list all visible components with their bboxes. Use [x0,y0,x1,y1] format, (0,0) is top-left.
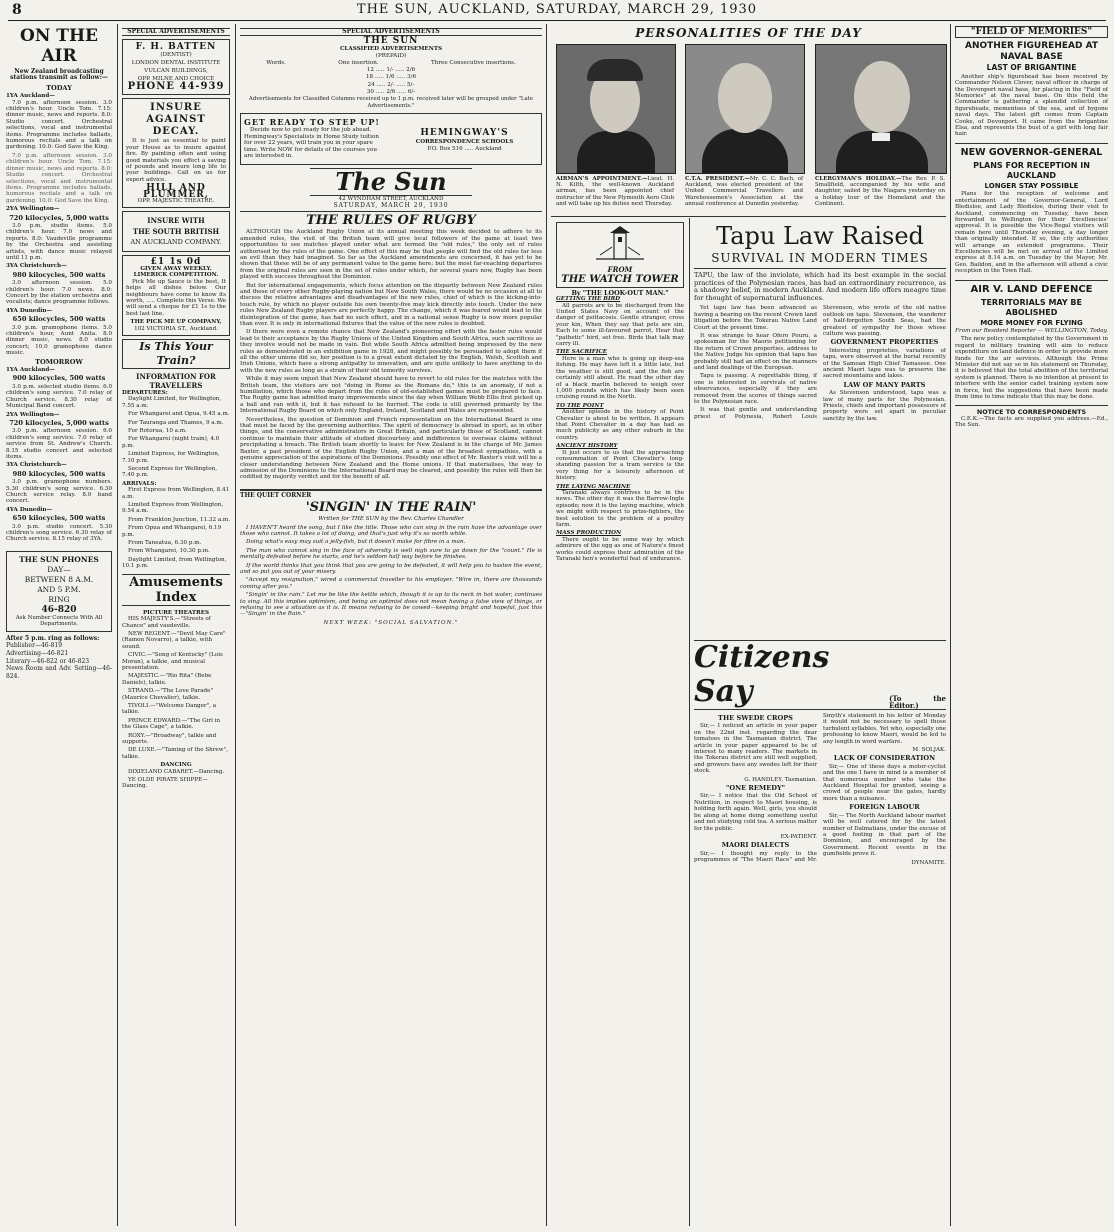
south-british-ad [122,211,230,252]
quiet-corner-title: 'SINGIN' IN THE RAIN' [305,500,477,516]
on-the-air-title: ON THE AIR [20,26,98,66]
dancing-item: YE OLDE PIRATE SHIPPE—Dancing. [122,777,208,790]
classified-rate-row: 12 ..... 1/- ..... 2/6 [366,67,416,74]
letter-text: Sir,— I thought my reply to the programmes of "The Maori Race" and Mr. Smyth's statement in his letter of Monday it would not be necessary to spell those turbulent syllables. Yet who, especially one professing to know Maori, would be led to any length in word warfare. [694,713,946,864]
watch-tower-column [556,222,684,1222]
tapu-article [694,222,946,634]
sun-masthead [240,168,542,212]
classified-note: Advertisements for Classified Columns received up to 1 p.m. received later will be grouped under "Late Advertisements." [248,96,534,110]
theatre-item: HIS MAJESTY'S.—"Streets of Chance" and vaudeville. [122,616,211,629]
letter-head: "ONE REMEDY" [725,784,786,793]
batten-line: LONDON DENTAL INSTITUTE [131,60,221,67]
hemingway-head: GET READY TO STEP UP! [244,117,380,128]
caption-text: Mr. C. C. Bach, of Auckland, was elected president of the United Commercial Travellers and Warehousemen's Association at the annual conference at Dunedin yesterday. [685,176,803,207]
watch-tower-byline: By "THE LOOK-OUT MAN." [571,288,669,297]
departure-item: For Tauranga and Thames, 9 a.m. [128,419,224,426]
arrival-item: First Express from Wellington, 8.41 a.m. [122,487,230,500]
after-hours-line: Literary—46-822 or 46-823 [6,657,90,665]
letter-sign: DYNAMITE. [911,859,946,866]
station-name: 1YA Auckland— [6,93,55,100]
station-entry [6,308,112,357]
caption-lead: CLERGYMAN'S HOLIDAY.— [815,176,902,182]
classified-one-label: One insertion. [338,60,379,67]
station-name: 3YA Christchurch— [6,263,67,270]
figurehead-text: Another ship's figurehead has been received by Commander Nelson Clover, naval officer in charge of the Devonport naval base, for placing in the "Field of Memories" at the naval base. On this field the Commander is gathering a splendid collection of figureheads, mementoes of the sea, and of bygone naval days. The latest gift comes from Captain Cooke, of Devonport. It came from the brigantine Elsa, and represents the bust of a girl with long fair hair. [955,73,1108,138]
photo-airman [556,44,676,174]
arrival-item: Limited Express from Wellington, 9.54 a.m. [122,502,224,515]
insure-text: It is just as essential to paint your House as to insure against fire. By painting often and using good materials you effect a saving of pounds and insure long life to your buildings. Call on us for expert advice. [126,138,226,183]
competition-sub: GIVEN AWAY WEEKLY. LIMERICK COMPETITION. [133,265,219,279]
departure-item: For Whangarei and Opua, 9.45 a.m. [128,411,230,418]
after-hours-line: Advertising—46-821 [6,650,69,657]
travellers-info-heading: INFORMATION FOR TRAVELLERS [136,371,216,390]
rugby-article [240,229,542,482]
theatre-item: PRINCE EDWARD.—"The Girl in the Glass Cage", a talkie. [122,717,221,731]
south-british-label: AN AUCKLAND COMPANY. [130,238,222,247]
today-stations [6,93,112,356]
quiet-corner-byline: Written for THE SUN by the Rev. Charles Chandler [318,516,464,523]
station-schedule: 3.0 p.m. selected studio items. 6.0 children's song service. 7.0 relay of Church service. 8.30 relay of Municipal Band concert. [6,383,112,410]
competition-text: Pick Me up Sauce is the best, It helps all dishes below. Our neighbours have come to know its worth, ..... Complete this Verse. We will send a cheque for £1 1s to the best last line. [126,278,227,317]
classified-rate-row: 24 ..... 2/- ..... 5/- [367,81,415,88]
station-meta: 980 kilocycles, 500 watts [12,469,106,478]
station-name: 4YA Dunedin— [6,506,53,513]
quiet-corner-paragraph: "Singin' in the rain." Let me be like the kettle which, though it is up to its neck in hot water, continues to sing. All this implies optimism, and being an optimist does not mean having a false view of things, or refusing to see a situation as it is. It means refusing to be cowed—keeping bright and hopeful, just this—"Singin' in the Rain." [240,592,542,618]
departure-item: For Whangarei (night train), 4.0 p.m. [122,436,220,449]
departures-block [122,390,230,570]
station-name: 2YA Wellington— [6,411,60,418]
watch-tower-section [556,349,684,400]
photo-cta-president [685,44,805,174]
theatre-list [122,616,230,760]
watch-tower-section-text: All parrots are to be discharged from the United States Navy on account of the danger of psittacosis. Gentle stranger, cross your kin, When they say that pets are sin, Each to some ill-favoured parrot, Hear that "pathetic" bird, set free. Birds that talk may carry ill. [556,302,684,348]
competition-address: 102 VICTORIA ST., Auckland. [134,325,218,332]
phones-number: 46-820 [41,604,77,615]
citizens-say-subtitle: (To the Editor.) [889,694,946,710]
tapu-title: Tapu Law Raised [716,222,924,250]
page-header [0,0,1114,22]
watch-tower-section [556,443,684,481]
classified-title: THE SUN [363,36,419,47]
quiet-corner-paragraph: "Accept my resignation," wired a commercial traveller to his employer. "Wire in, there are thousands coming after you." [240,577,542,590]
land-defence-headline: AIR V. LAND DEFENCE [970,283,1093,295]
sun-phones-box [6,551,112,632]
watch-tower-logo-top: FROM [607,265,633,275]
classified-rates-box [240,38,542,110]
watch-tower-section-head: THE LAYING MACHINE [556,483,631,490]
station-schedule-continued: 7.0 p.m. afternoon session. 3.0 children's hour. Uncle Tom. 7.15: dinner music, news and reports. 8.0: Studio concert. Orchestral selections, vocal and instrumental items. Programme includes ballads, humorous recitals and a talk on gardening. 10.0: God Save the King. [6,152,112,204]
station-entry [6,367,112,409]
letter-text: Sir,— I notice that the Old School of Nutrition, in respect to Maori housing, is holding forth again. Well, girls, you should be along at home doing something useful and not studying cold tea. A serious matter for the public. [694,793,817,832]
quiet-corner-next-week: NEXT WEEK: "SOCIAL SALVATION." [323,619,459,626]
insure-against-decay-ad [122,98,230,208]
letter-text: Sir,— One of these days a motor-cyclist and the one I have in mind is a member of that numerous number who take the Auckland Hospital for granted, seeing a crowd of people near the gates, hardly more than a nuisance. [823,763,946,802]
station-name: 1YA Auckland— [6,367,55,374]
watch-tower-logo [556,222,684,288]
tapu-paragraph: As Stevenson understood, tapu was a law of many parts for the Polynesian. Priests, chiefs and important possessors of property were set apart in peculiar sanctity by the law. [823,390,946,422]
sun-masthead-date: SATURDAY, MARCH 29, 1930 [333,201,449,209]
station-meta: 900 kilocycles, 500 watts [12,374,106,383]
phones-line: BETWEEN 8 A.M. [24,574,94,584]
editorial-column [240,26,542,1226]
classified-heading: SPECIAL ADVERTISEMENTS [240,28,542,36]
notice-text: C.E.K.—The facts are supplied you address.—Ed., The Sun. [955,415,1108,429]
quiet-corner-paragraph: The man who cannot sing in the face of adversity is well nigh sure to go down for the "count." He is mentally defeated before he starts, and he's seldom half way before he finishes. [240,547,542,561]
tapu-subhead-government: GOVERNMENT PROPERTIES [830,338,939,347]
classified-subtitle: CLASSIFIED ADVERTISEMENTS [339,45,443,52]
notice-title: NOTICE TO CORRESPONDENTS [976,408,1087,417]
station-entry [6,93,112,204]
arrival-item: From Frankton Junction, 11.32 a.m. [128,516,230,523]
watch-tower-section [556,296,684,347]
governor-general-text: Plans for the reception of welcome and entertainment of the Governor-General, Lord Bledisloe, and Lady Bledisloe, during their visit to Auckland, commencing on Tuesday, have been forwarded to Wellington for their Excellencies' approval. It is possible the Vice-Regal visitors will remain here until Thursday evening, a day longer than originally intended. If so, the city authorities will arrange an extended programme. Their Excellencies will be met on arrival of the Limited express at 8.14 a.m. on Tuesday by the Mayor, Mr. Geo. Baildon, and in the afternoon will attend a civic reception in the Town Hall. [955,191,1108,275]
tapu-lead: TAPU, the law of the inviolate, which had its best example in the social practices of the Polynesian races, has had an extraordinary recurrence, as a shadowy belief, in modern Auckland. And modern life offers meagre time for thought of supernatural influences. [694,271,946,302]
letter-head: LACK OF CONSIDERATION [833,754,936,763]
hemingway-sub: CORRESPONDENCE SCHOOLS [415,139,514,146]
governor-general-sub2: LONGER STAY POSSIBLE [984,181,1079,190]
competition-firm: THE PICK ME UP COMPANY, [130,319,222,326]
right-news-column [955,26,1108,1226]
tapu-paragraph: It was that gentle and understanding priest of Polynesia, Robert Louis Stevenson, who wrote of the old native outlook on tapu. Stevenson, the wanderer of half-forgotten South Seas, had the greatest of sympathy for those whose culture was passing. [694,305,946,420]
personalities-title: PERSONALITIES OF THE DAY [635,26,862,40]
governor-general-headline: NEW GOVERNOR-GENERAL [960,146,1103,158]
special-ads-heading: SPECIAL ADVERTISEMENTS [122,28,230,36]
watch-tower-logo-main: THE WATCH TOWER [561,273,679,285]
station-entry [6,412,112,461]
letter-text: Sir,— The North Auckland labour market will be well catered for by the latest number of Dalmatians, under the excuse of a good footing in that part of the Dominion, and encouraged by the Government. Recent events in the gumfields prove it. [823,812,946,858]
picture-theatres-label: PICTURE THEATRES [142,609,210,616]
arrival-item: From Opua and Whangarei, 6.19 p.m. [122,525,222,538]
station-meta: 650 kilocycles, 500 watts [12,514,106,523]
classified-three-label: Three Consecutive insertions. [431,60,516,67]
land-defence-sub2: MORE MONEY FOR FLYING [980,318,1083,327]
arrival-item: From Taneatua, 6.30 p.m. [128,540,202,547]
letter [823,804,946,866]
batten-line: VULCAN BUILDINGS, [144,68,208,75]
station-schedule: 3.0 p.m. gramophone numbers. 5.30 children's song service. 6.30 Church service relay. 8.0 band concert. [6,479,112,505]
departure-item: Limited Express, for Wellington, 7.10 p.m. [122,451,220,464]
watch-tower-section-text: Another episode in the history of Point Chevalier is about to be written. It appears that Point Chevalier in a day has had as much publicity as any other suburb in the country. [556,409,684,441]
south-british-line: THE SOUTH BRITISH [132,227,220,237]
departure-item: Daylight Limited, for Wellington, 7.55 a.m. [122,396,222,409]
rugby-paragraph: While it may seem unjust that New Zealand should have to revert to old rules for the matches with the British team, the visitors are not "doing in Rome as the Romans do," this is an anomaly, if not a humiliation, which those who depart from the rules of old-established games must be prepared to face. The Rugby game has admitted many improvements since the day when William Webb Ellis first picked up a ball and ran with it, but it has refused to be hurried. The code is still governed primarily by the International Rugby Board on which only England, Ireland, Scotland and Wales are represented. [240,376,542,415]
letter-text: Sir,— I noticed an article in your paper on the 22nd inst. regarding the dear tomatoes in the Tasmanian district. The article in your paper appeared to be of interest to many readers. The markets in the Tokerau district are still well supplied, and growers have any swedes left for their stock. [694,723,817,775]
batten-ad [122,39,230,95]
quiet-corner-paragraph: If the world thinks that you think that you are going to be defeated, it will help you to hasten the event, and so put you out of your misery. [240,562,542,575]
figurehead-sub: LAST OF BRIGANTINE [986,63,1077,73]
hemingway-address: P.O. Box 516 ..... Auckland [427,145,502,152]
theatre-item: STRAND.—"The Love Parade" (Maurice Chevalier), talkie. [122,688,214,701]
insure-address: OPP. MAJESTIC THEATRE. [137,198,215,205]
caption-text: The Rev. P. S. Smallfield, accompanied by his wife and daughter, sailed by the Niagara yesterday on a holiday tour of the Homeland and the Continent. [815,176,945,207]
after-hours-line: After 5 p.m. ring as follows: [6,634,100,642]
classified-rate-row: 30 ..... 2/6 ..... 6/- [366,88,416,95]
station-meta: 980 kilocycles, 500 watts [12,270,106,279]
theatre-item: DE LUXE.—"Taming of the Shrew", talkie. [122,747,228,760]
letter [823,755,946,802]
station-entry [6,263,112,305]
arrival-item: From Whangarei, 10.30 p.m. [128,548,210,555]
page-number: 8 [12,2,22,18]
letter [694,715,817,783]
station-schedule: 7.0 p.m. afternoon session. 3.0 children's hour. Uncle Tom. 7.15: dinner music, news and reports. 8.0: Studio concert. Orchestral selections, vocal and instrumental items. Programme includes ballads, humorous recitals and a talk on gardening. 10.0: God Save the King. [6,99,112,151]
phones-line: RING [48,594,70,604]
station-meta: 720 kilocycles, 5,000 watts [9,213,109,222]
photo-clergyman [815,44,947,174]
after-hours-line: News Room and Adv. Setting—46-824. [6,665,112,680]
caption-lead: C.T.A. PRESIDENT.— [685,176,750,182]
tapu-paragraph: Tapu is passing. A regrettable thing, if one is interested in survivals of native observances, especially if they are removed from the scores of things sacred to the Polynesian race. [694,373,817,406]
letter-sign: EX-PATIENT. [780,833,817,840]
land-defence-sub1: TERRITORIALS MAY BE ABOLISHED [981,297,1082,317]
quiet-corner [240,489,542,627]
insure-firm: HILL AND PLUMMER, [143,183,209,200]
watch-tower-icon [590,225,650,265]
rugby-paragraph: But for international engagements, which focus attention on the disparity between New Zealand rules and those of every other Rugby-playing nation but New South Wales, there would be no occasion at all to discuss the relative advantages and disadvantages of the new rules, chief of which is the kicking-into-touch rule, by which no player outside his own twenty-five may kick directly into touch. Under the new rules New Zealand Rugby players are perfectly happy. The change, which it was feared would lead to the disintegration of the game, has had no such effect, and in a national sense Rugby is now more popular than ever. It is only in international fixtures that the value of the new rules is doubted. [240,282,542,327]
on-the-air-column [6,26,112,1226]
letter-sign: G. HANDLEY, Tasmanian. [744,776,817,783]
competition-prize: £1 1s 0d [150,257,202,268]
citizens-say [694,640,946,1224]
watch-tower-section-text: It just occurs to us that the approaching consummation of Point Chevalier's long-standing passion for a tram service is the very thing for a leisurely afternoon of history. [556,449,684,482]
tapu-paragraph: Interesting proprieties, variations of tapu, were observed at the burial recently of the Samoan High Chief Tamasese. One ancient Maori tapu was to preserve the sacred mountains and lakes. [823,347,946,380]
caption-clergyman [815,176,945,207]
theatre-item: NEW REGENT.—"Devil May Care" (Ramon Novarro), a talkie, with sound. [122,630,226,650]
station-schedule: 3.0 p.m. studio concert. 5.30 children's song service. 6.30 relay of Church service. 8.15 relay of 3YA. [6,523,112,543]
phones-line: DAY— [47,564,71,574]
land-defence-text: The new policy contemplated by the Government in regard to military training will aim to reduce expenditure on land defence in order to provide more funds for the air services. Although the Prime Minister did not say so in his statement on Thursday, it is believed that the total abolition of the territorial system is planned. There is no intention at present to interfere with the senior cadet training system now in force, but the suggestions that have been made from time to time indicate that this may be done. [955,336,1108,401]
tomorrow-label: TOMORROW [35,357,83,366]
theatre-item: CIVIC.—"Song of Kentucky" (Lois Moran), a talkie, and musical presentation. [122,652,223,671]
theatre-item: TIVOLI.—"Welcome Danger", a talkie. [122,702,217,716]
caption-airman [556,176,674,207]
letter-sign: M. SOLJAK. [912,747,946,754]
watch-tower-section [556,530,684,562]
quiet-corner-paragraph: Doing what's easy may suit a jelly-fish, but it doesn't make for fibre in a man. [246,539,466,546]
station-schedule: 3.0 p.m. gramophone items. 5.0 children's hour, Aunt Anita. 8.0 dinner music, news. 8.0 studio concert; 10.0 gramophone dance music. [6,324,112,357]
arrival-item: Daylight Limited, from Wellington, 10.1 p.m. [122,556,227,570]
after-hours-list [6,635,112,681]
watch-tower-section-head: THE SACRIFICE [556,349,608,356]
batten-name: F. H. BATTEN [135,42,217,53]
departure-item: Second Express for Wellington, 7.40 p.m. [122,466,217,479]
rugby-paragraph: If there were even a remote chance that New Zealand's pioneering effort with the faster rules would lead to their acceptance by the Rugby Unions of the United Kingdom and South Africa, such sacrifices as they involve would not be made in vain. But while South Africa admitted being impressed by the new rules as demonstrated in an exhibition game in 1928, and might possibly be persuaded to adopt them if all the other unions did so, her position is to a great extent dictated by the English, Welsh, Scottish and Irish Unions, which have a strong antipathy to innovation, and are quite unlikely to have anything to do with the new rules as long as a strain of their old temerity survives. [240,329,542,374]
phones-title: THE SUN PHONES [19,554,99,564]
station-schedule: 3.0 afternoon session. 5.0 children's hour. 7.0 news. 8.0: Concert by the station orchestra and vocalists; dance programme follows. [6,280,112,306]
station-schedule: 3.0 p.m. afternoon session. 6.0 children's song service. 7.0 relay of service from St. Andrew's Church. 8.15 studio concert and selected items. [6,428,112,460]
theatre-item: ROXY.—"Broadway", talkie and supports. [122,732,217,745]
station-name: 4YA Dunedin— [6,307,53,314]
amusements-index-title: Amusements Index [122,574,230,606]
south-british-line: INSURE WITH [147,216,205,226]
newspaper-masthead-line: THE SUN, AUCKLAND, SATURDAY, MARCH 29, 1930 [356,2,758,17]
figurehead-headline: ANOTHER FIGUREHEAD AT NAVAL BASE [965,41,1098,63]
watch-tower-section-text: Here is a man who is going up deep-sea fishing. He may have left it a little late, but the weather is still good, and the fish are certainly still about. He read the other day of a black marlin believed to weigh over 1,000 pounds which has likely been seen cruising round in the North. [556,355,684,401]
arrivals-label: ARRIVALS: [122,480,157,487]
classified-words-label: Words. [266,60,286,67]
insure-title: INSURE AGAINST DECAY. [146,102,206,138]
land-defence-dateline: From our Resident Reporter — WELLINGTON, Today. [955,327,1108,334]
station-entry [6,507,112,543]
watch-tower-section-text: Taranaki always contrives to be in the news. The other day it was the Barrow-Ingle episode; now it is the laying machine, which we might with respect to prize-fighters, the best solution to the problem of a poultry farm. [556,490,684,529]
field-of-memories-banner: "FIELD OF MEMORIES" [955,26,1108,38]
watch-tower-section [556,403,684,441]
theatre-item: MAJESTIC.—"Rio Rita" (Bebe Daniels), talkie. [122,673,212,686]
train-question: Is This Your Train? [122,339,230,369]
special-ads-column [122,26,230,1226]
rugby-paragraph: Nevertheless, the question of Dominion and French representation on the International Board is one that must be faced by the governing authorities. The spirit of democracy is abroad in sport, as in other things, and the conservative administrators in Great Britain, and particularly those of Scotland, cannot continue to maintain their attitude of studied discourtesy and indifference to overseas claims without precipitating a breach. The British team shortly to leave for New Zealand is in the charge of Mr. James Baxter, a past president of the English Rugby Union, and a man of the broadest sympathies, with a genuine appreciation of the aspirations of the Dominions. Possibly one effect of Mr. Baxter's visit will be a closer understanding between New Zealand and the Home unions. If that materialises, the way to admission of the Dominions to the International Board may be cleared, and possibly the rules will then be codified by majority verdict and for the benefit of all. [240,416,542,481]
hemingway-firm: HEMINGWAY'S [420,128,509,139]
caption-cta-president [685,176,803,207]
letter-head: MAORI DIALECTS [721,841,790,850]
station-schedule: 3.0 p.m. studio items. 5.0 children's hour. 7.0 news and reports. 8.0: Vaudeville programme by the Orchestra and assisting artists, with dance music relayed until 11 p.m. [6,222,112,261]
after-hours-line: Publisher—46-819 [6,642,63,650]
batten-phone: PHONE 44-939 [127,81,225,93]
watch-tower-section-text: There ought to be some way by which admirers of the egg as one of Nature's finest works could express their admiration of the Taranaki hen's wonderful feat of endurance. [556,536,684,563]
governor-general-sub1: PLANS FOR RECEPTION IN AUCKLAND [973,160,1090,180]
quiet-corner-paragraph: I HAVEN'T heard the song, but I like the title. Those who can sing in the rain have the advantage over those who cannot. It takes a lot of doing, and that's just why it's so worth while. [240,524,542,537]
citizens-say-title: Citizens Say [694,640,830,709]
watch-tower-section-head: MASS PRODUCTION [556,530,622,537]
hemingway-ad [240,113,542,165]
on-the-air-intro: New Zealand broadcasting stations transmit as follow:— [10,68,108,82]
departures-label: DEPARTURES: [122,389,168,396]
station-entry [6,462,112,504]
station-name: 3YA Christchurch— [6,462,67,469]
quiet-corner-label: THE QUIET CORNER [240,491,312,499]
rugby-title: THE RULES OF RUGBY [306,213,476,229]
phones-footer: Ask Number Connects With All Departments. [15,614,103,628]
batten-line: OPP. MILNE AND CHOICE [137,76,215,83]
departure-item: For Rotorua, 10 a.m. [128,427,187,434]
watch-tower-section-head: TO THE POINT [556,402,604,409]
watch-tower-section-head: GETTING THE BIRD [556,296,621,303]
station-name: 2YA Wellington— [6,206,60,213]
today-label: TODAY [46,83,72,92]
caption-text: Lieut. H. N. Kilth, the well-known Auckland airman, has been appointed chief instructor of the New Plymouth Aero Club and will take up his duties next Thursday. [556,176,674,207]
watch-tower-section-head: ANCIENT HISTORY [556,443,618,450]
caption-lead: AIRMAN'S APPOINTMENT.— [556,176,648,182]
tapu-paragraph: Yet tapu law has been advanced as having a bearing on the recent Crown land litigation before the Tokerau Native Land Court at the present time. [694,305,817,331]
dancing-item: DIXIELAND CABARET.—Dancing. [128,768,225,775]
tapu-paragraph: It was strange to hear Ofero Pouru, a spokesman for the Maoris petitioning for the return of Crown properties, address to the Native Judge his opinion that tapu has probably still had an effect on the manners and land dealings of the European. [694,333,817,372]
classified-prepaid: (PREPAID) [375,52,407,59]
tapu-subhead-law: LAW OF MANY PARTS [843,380,926,389]
pick-me-up-ad [122,255,230,335]
tomorrow-stations [6,367,112,543]
letter-head: FOREIGN LABOUR [849,803,920,812]
station-meta: 720 kilocycles, 5,000 watts [9,418,109,427]
station-entry [6,206,112,261]
sun-masthead-address: 42 WYNDHAM STREET, AUCKLAND [338,196,444,203]
letter-head: THE SWEDE CROPS [718,714,793,722]
batten-role: (DENTIST) [160,52,192,59]
tapu-subtitle: SURVIVAL IN MODERN TIMES [694,250,946,269]
letter [694,785,817,840]
classified-rate-row: 18 ..... 1/6 ..... 3/6 [365,74,417,81]
dancing-label: DANCING [160,762,192,769]
station-meta: 650 kilocycles, 500 watts [12,315,106,324]
watch-tower-section [556,484,684,529]
hemingway-text: Decide now to get ready for the job ahead. Hemingway's Specialists in Home Study tuition for over 22 years, will train you in your spare time. Write NOW for details of the courses you are interested in. [244,127,379,160]
sun-masthead-title: The Sun [310,168,472,196]
rugby-paragraph: ALTHOUGH the Auckland Rugby Union at its annual meeting this week decided to adhere to its amended rules, the visit of the British team will give local followers of the game at least two opportunities to see matches played under what are termed the "old rules," the only set of rules authorised by the rules of the game. One effect of this may be that people will find the old rules far less an evil than they had imagined. So far as the Auckland amendments are concerned, it has yet to be shown that these will be of any permanent value to the game here; but the most far-reaching departures from the original rules are seen in the set of rules under which, for several years now, Rugby has been played with success throughout the Dominion. [240,229,542,281]
phones-line: AND 5 P.M. [37,584,81,594]
